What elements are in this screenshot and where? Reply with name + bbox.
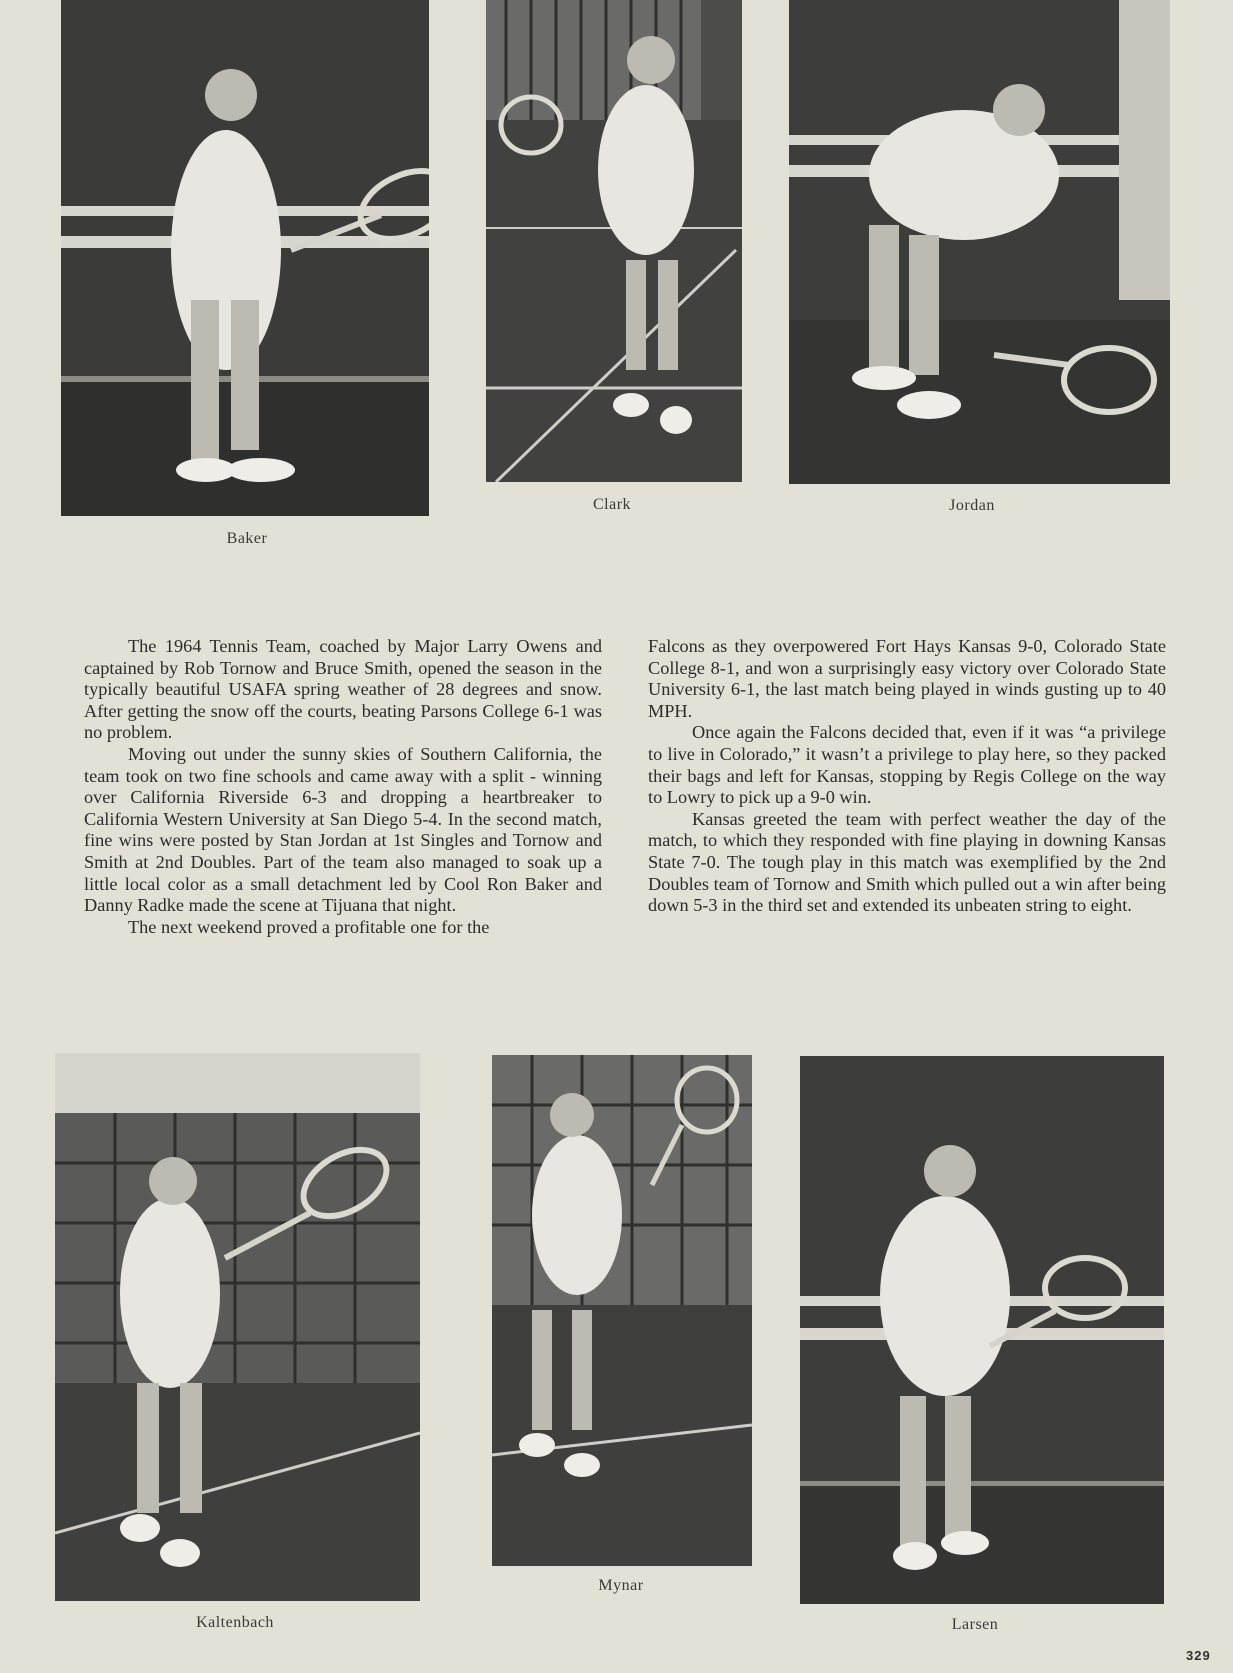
photo-kaltenbach xyxy=(55,1053,420,1601)
tennis-player-image xyxy=(61,0,429,516)
tennis-player-image xyxy=(486,0,742,482)
photo-caption: Mynar xyxy=(598,1577,644,1594)
photo-caption: Jordan xyxy=(949,497,995,514)
photo-caption: Larsen xyxy=(951,1616,999,1633)
article-paragraph: Once again the Falcons decided that, even if it was “a privilege to live in Colorado,” it wasn’t a privilege to play here, so they packed their bags and left for Kansas, stopping by Regis College on the way to Lowry to pick up a 9-0 win. xyxy=(648,722,1166,808)
tennis-player-image xyxy=(800,1056,1164,1604)
photo-caption: Baker xyxy=(226,530,268,547)
article-paragraph: The 1964 Tennis Team, coached by Major Larry Owens and captained by Rob Tornow and Bruce Smith, opened the season in the typically beautiful USAFA spring weather of 28 degrees and snow. After getting the snow off the courts, beating Parsons College 6-1 was no problem. xyxy=(84,636,602,743)
article-paragraph: The next weekend proved a profitable one for the xyxy=(128,916,490,937)
photo-mynar xyxy=(492,1055,752,1566)
photo-clark xyxy=(486,0,742,482)
photo-jordan xyxy=(789,0,1170,484)
tennis-player-image xyxy=(492,1055,752,1566)
article-paragraph: Moving out under the sunny skies of Southern California, the team took on two fine schools and came away with a split - winning over California Riverside 6-3 and dropping a heartbreaker to California Western University at San Diego 5-4. In the second match, fine wins were posted by Stan Jordan at 1st Singles and Tornow and Smith at 2nd Doubles. Part of the team also managed to soak up a little local color as a small detachment led by Cool Ron Baker and Danny Radke made the scene at Tijuana that night. xyxy=(84,743,602,916)
photo-larsen xyxy=(800,1056,1164,1604)
article-left-column xyxy=(84,636,602,938)
page-number: 329 xyxy=(1186,1648,1211,1663)
photo-caption: Clark xyxy=(592,496,632,513)
tennis-player-image xyxy=(789,0,1170,484)
article-right-column xyxy=(648,636,1166,917)
article-paragraph: Kansas greeted the team with perfect weather the day of the match, to which they responded with fine playing in downing Kansas State 7-0. The tough play in this match was exemplified by the 2nd Doubles team of Tornow and Smith which pulled out a win after being down 5-3 in the third set and extended its unbeaten string to eight. xyxy=(648,808,1166,916)
article-paragraph: Falcons as they overpowered Fort Hays Kansas 9-0, Colorado State College 8-1, and won a surprisingly easy victory over Colorado State University 6-1, the last match being played in winds gusting up to 40 MPH. xyxy=(648,636,1166,721)
tennis-player-image xyxy=(55,1053,420,1601)
photo-baker xyxy=(61,0,429,516)
photo-caption: Kaltenbach xyxy=(196,1614,274,1631)
